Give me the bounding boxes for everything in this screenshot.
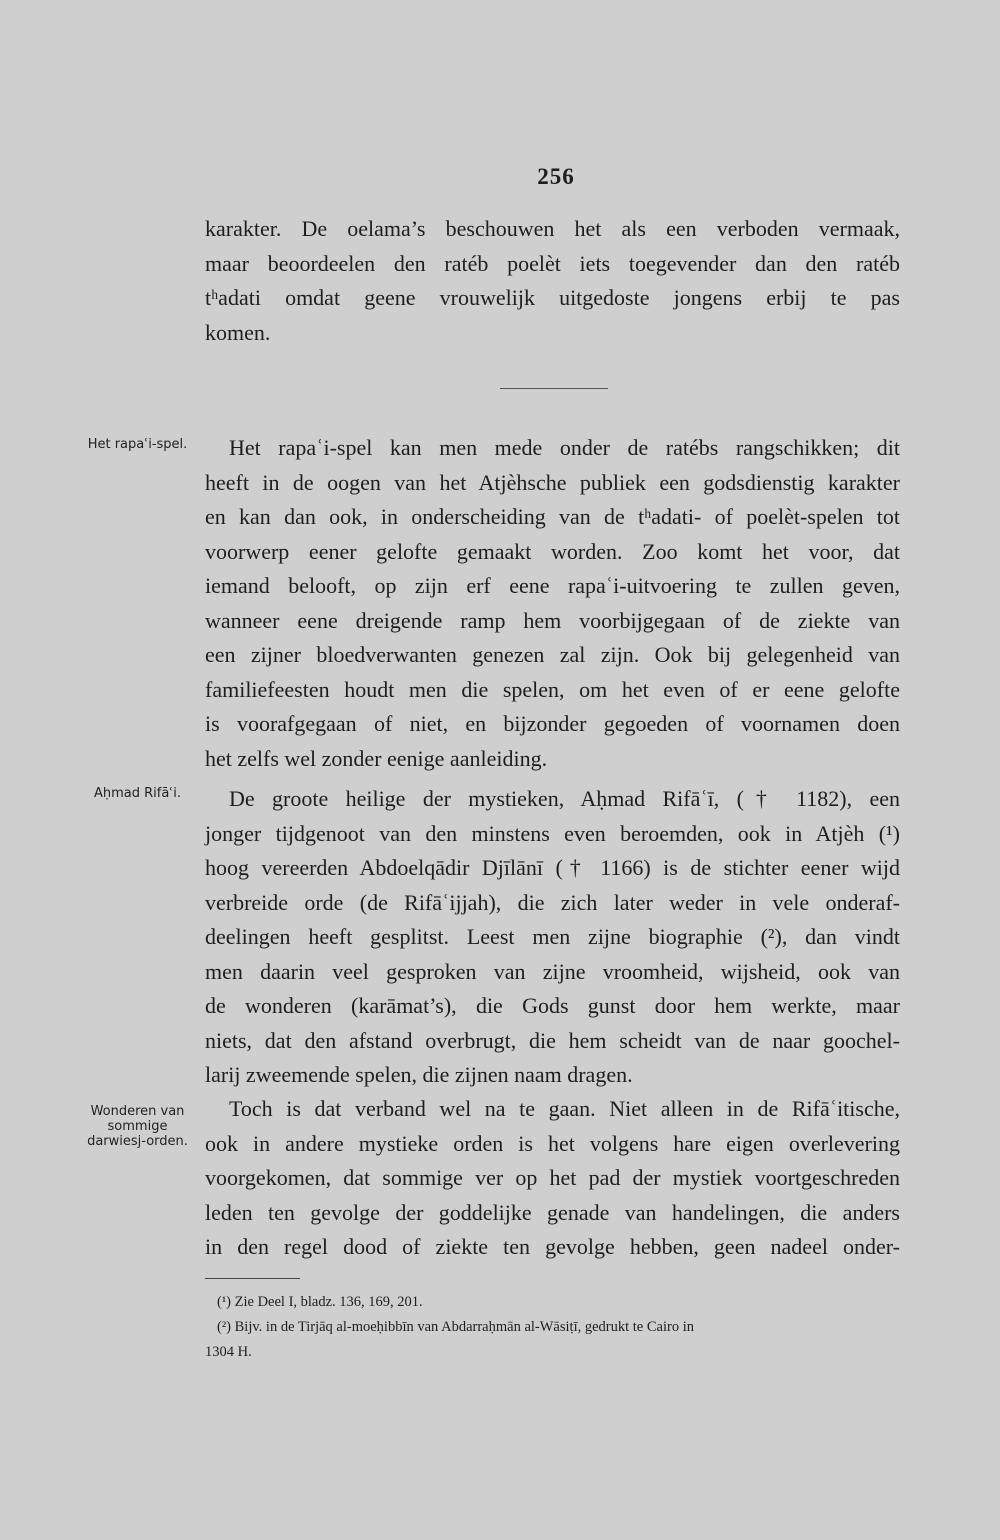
text-line: De groote heilige der mystieken, Aḥmad Rifāʿī, († 1182), een [229,786,900,811]
text-line: de wonderen (karāmat’s), die Gods gunst door hem werkte, maar [205,993,900,1018]
text-line: karakter. De oelama’s beschouwen het als een verboden vermaak, [205,216,900,241]
footnote-1: (¹) Zie Deel I, bladz. 136, 169, 201. [217,1294,423,1310]
text-line: tʰadati omdat geene vrouwelijk uitgedoste jongens erbij te pas [205,285,900,310]
text-line: niets, dat den afstand overbrugt, die hem scheidt van de naar goochel- [205,1027,900,1053]
margin-note-rapai: Het rapaʿi-spel. [87,437,188,452]
text-line: wanneer eene dreigende ramp hem voorbijgegaan of de ziekte van [205,607,900,633]
text-line: ook in andere mystieke orden is het volgens hare eigen overlevering [205,1130,900,1156]
paragraph-ahmad [205,782,900,1093]
text-line: komen. [205,319,271,345]
text-line: voorgekomen, dat sommige ver op het pad der mystiek voortgeschreden [205,1165,900,1190]
paragraph-wonderen [205,1092,900,1265]
text-line: deelingen heeft gesplitst. Leest men zijne biographie (²), dan vindt [205,924,900,949]
text-line: familiefeesten houdt men die spelen, om het even of er eene gelofte [205,676,900,702]
text-line: in den regel dood of ziekte ten gevolge hebben, geen nadeel onder- [205,1234,900,1259]
section-divider [500,388,608,389]
text-line: verbreide orde (de Rifāʿijjah), die zich later weder in vele onderaf- [205,889,900,915]
footnote-divider [205,1278,300,1279]
footnote-2: (²) Bijv. in de Tirjāq al-moeḥibbīn van Abdarraḥmān al-Wāsiṭī, gedrukt te Cairo in [217,1319,694,1335]
text-line: hoog vereerden Abdoelqādir Djīlānī († 1166) is de stichter eener wijd [205,855,900,880]
text-line: Toch is dat verband wel na te gaan. Niet alleen in de Rifāʿitische, [229,1096,900,1121]
text-line: larij zweemende spelen, die zijnen naam dragen. [205,1062,633,1087]
text-line: jonger tijdgenoot van den minstens even beroemden, ook in Atjèh (¹) [205,820,900,846]
text-line: heeft in de oogen van het Atjèhsche publiek een godsdienstig karakter [205,469,900,495]
text-line: en kan dan ook, in onderscheiding van de tʰadati- of poelèt-spelen tot [205,504,900,529]
text-line: leden ten gevolge der goddelijke genade van handelingen, die anders [205,1199,900,1225]
text-line: voorwerp eener gelofte gemaakt worden. Zoo komt het voor, dat [205,538,900,564]
margin-note-wonderen: Wonderen van sommige darwiesj-orden. [87,1104,188,1149]
text-line: maar beoordeelen den ratéb poelèt iets toegevender dan den ratéb [205,250,900,276]
text-line: Het rapaʿi-spel kan men mede onder de ratébs rangschikken; dit [229,435,900,460]
text-line: het zelfs wel zonder eenige aanleiding. [205,745,548,771]
text-line: een zijner bloedverwanten genezen zal zijn. Ook bij gelegenheid van [205,642,900,667]
margin-note-ahmad: Aḥmad Rifāʿi. [93,786,182,801]
paragraph-rapai [205,431,900,776]
text-line: men daarin veel gesproken van zijne vroomheid, wijsheid, ook van [205,958,900,984]
footnote-2-continuation: 1304 H. [205,1344,252,1360]
footnotes [205,1290,895,1365]
page-number: 256 [537,164,575,189]
text-line: iemand belooft, op zijn erf eene rapaʿi-uitvoering te zullen geven, [205,573,900,598]
text-line: is voorafgegaan of niet, en bijzonder gegoeden of voornamen doen [205,711,900,736]
paragraph-continuation [205,212,900,350]
